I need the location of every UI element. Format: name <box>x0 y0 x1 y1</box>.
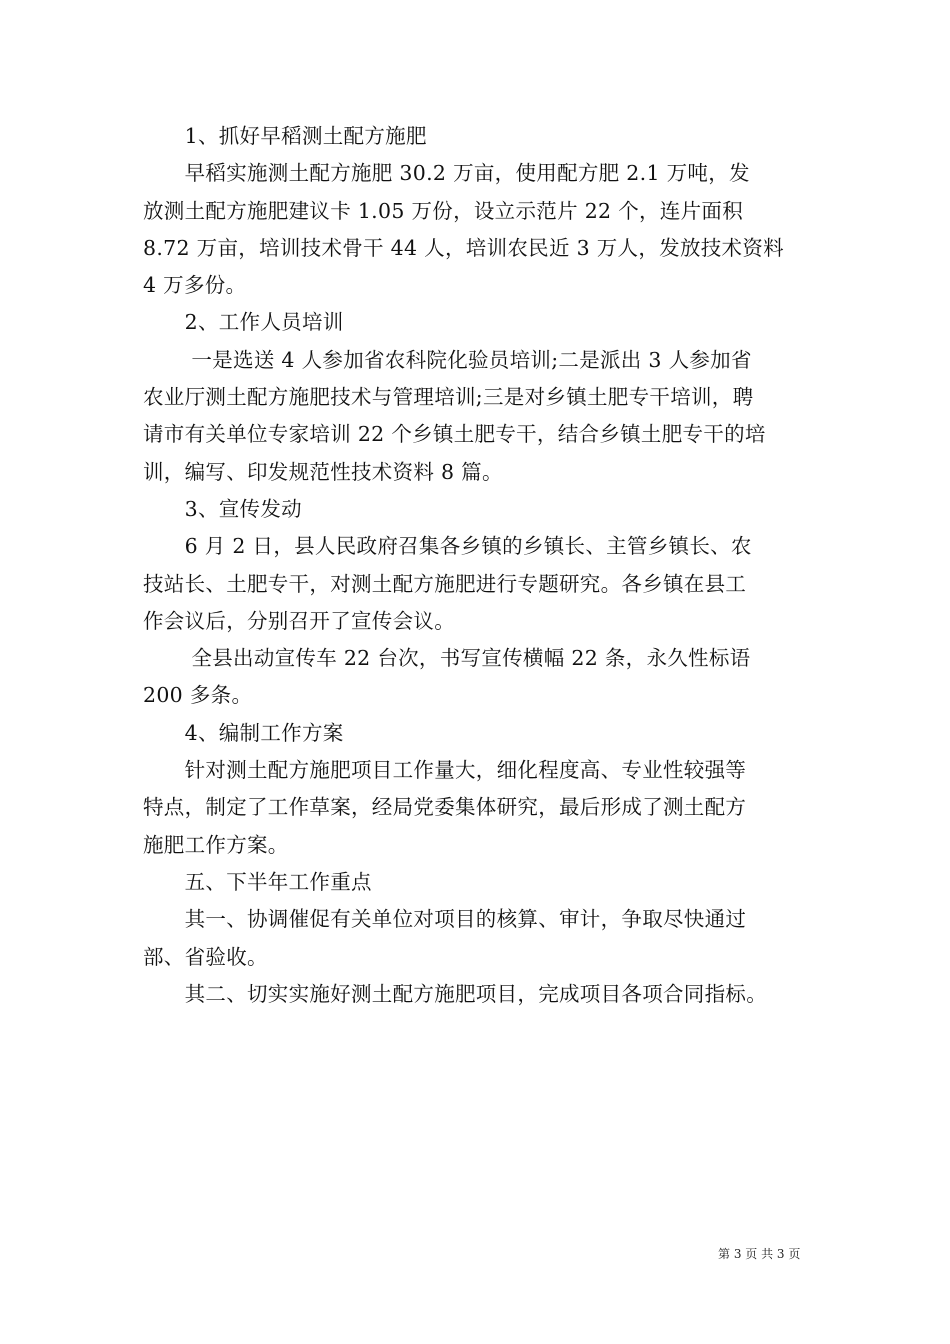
document-body <box>143 118 823 1013</box>
paragraph-line: 针对测土配方施肥项目工作量大，细化程度高、专业性较强等 <box>143 758 747 783</box>
section-heading-3: 3、宣传发动 <box>143 496 302 521</box>
paragraph-line: 训，编写、印发规范性技术资料 8 篇。 <box>143 459 503 484</box>
paragraph-line: 8.72 万亩，培训技术骨干 44 人，培训农民近 3 万人，发放技术资料 <box>143 235 784 260</box>
section-heading-4: 4、编制工作方案 <box>143 720 344 745</box>
paragraph-line: 技站长、土肥专干，对测土配方施肥进行专题研究。各乡镇在县工 <box>143 571 747 596</box>
paragraph-line: 施肥工作方案。 <box>143 832 289 857</box>
paragraph-line: 特点，制定了工作草案，经局党委集体研究，最后形成了测土配方 <box>143 795 747 820</box>
paragraph-line: 全县出动宣传车 22 台次，书写宣传横幅 22 条，永久性标语 <box>143 646 751 671</box>
paragraph-line: 放测土配方施肥建议卡 1.05 万份，设立示范片 22 个，连片面积 <box>143 198 743 223</box>
paragraph-line: 其一、协调催促有关单位对项目的核算、审计，争取尽快通过 <box>143 907 747 932</box>
paragraph-line: 一是选送 4 人参加省农科院化验员培训;二是派出 3 人参加省 <box>143 347 752 372</box>
paragraph-line: 其二、切实实施好测土配方施肥项目，完成项目各项合同指标。 <box>143 981 767 1006</box>
paragraph-line: 作会议后，分别召开了宣传会议。 <box>143 608 455 633</box>
section-heading-2: 2、工作人员培训 <box>143 310 344 335</box>
paragraph-line: 部、省验收。 <box>143 944 268 969</box>
paragraph-line: 早稻实施测土配方施肥 30.2 万亩，使用配方肥 2.1 万吨，发 <box>143 161 750 186</box>
section-heading-5: 五、下半年工作重点 <box>143 869 372 894</box>
page-number-footer: 第 3 页 共 3 页 <box>718 1247 801 1261</box>
paragraph-line: 4 万多份。 <box>143 273 247 298</box>
section-heading-1: 1、抓好早稻测土配方施肥 <box>143 124 427 148</box>
paragraph-line: 200 多条。 <box>143 683 253 708</box>
paragraph-line: 请市有关单位专家培训 22 个乡镇土肥专干，结合乡镇土肥专干的培 <box>143 422 766 447</box>
paragraph-line: 6 月 2 日，县人民政府召集各乡镇的乡镇长、主管乡镇长、农 <box>143 534 752 559</box>
paragraph-line: 农业厅测土配方施肥技术与管理培训;三是对乡镇土肥专干培训，聘 <box>143 385 754 410</box>
